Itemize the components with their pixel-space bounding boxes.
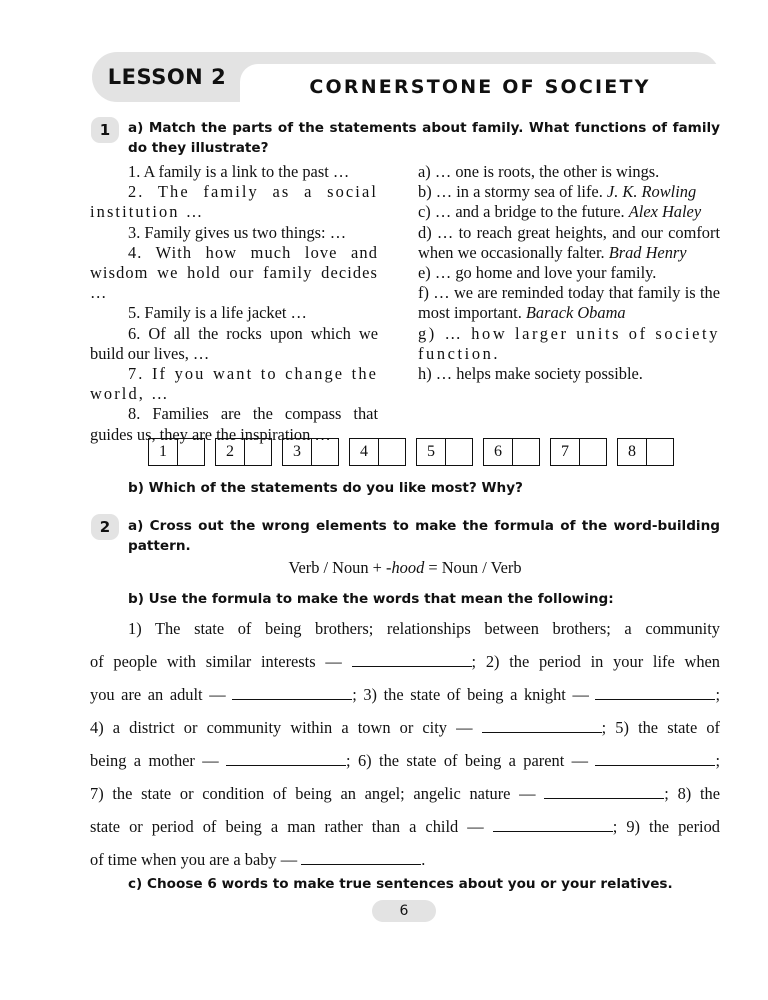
answer-cell[interactable]	[647, 439, 673, 465]
statements-left-column	[90, 162, 378, 445]
statement-5: 5. Family is a life jacket …	[128, 303, 307, 323]
ending-b: b) … in a stormy sea of life. J. K. Rowling	[418, 182, 697, 202]
ending-c: c) … and a bridge to the future. Alex Haley	[418, 202, 702, 222]
statement-8: 8. Families are the compass that guides us, they are the inspiration …	[90, 404, 378, 444]
answer-box-number: 8	[618, 439, 647, 465]
blank-4[interactable]	[482, 718, 602, 733]
ending-e: e) … go home and love your family.	[418, 263, 657, 283]
answer-cell[interactable]	[513, 439, 539, 465]
definition-line: state or period of being a man rather than a child — ; 9) the period	[90, 817, 720, 836]
exercise-2-number: 2	[99, 518, 111, 536]
ending-f: f) … we are reminded today that family is the most important. Barack Obama	[418, 283, 720, 323]
page-number: 6	[372, 900, 436, 922]
ending-d: d) … to reach great heights, and our comfort when we occasionally falter. Brad Henry	[418, 222, 720, 262]
ending-a: a) … one is roots, the other is wings.	[418, 162, 660, 181]
statement-4: 4. With how much love and wisdom we hold our family decides …	[90, 242, 378, 303]
answer-box	[349, 438, 406, 466]
blank-5[interactable]	[226, 751, 346, 766]
definition-line: of time when you are a baby — .	[90, 850, 426, 869]
exercise-2-badge	[91, 514, 119, 540]
definition-line: 7) the state or condition of being an angel; angelic nature — ; 8) the	[90, 784, 720, 803]
answer-box	[282, 438, 339, 466]
suffix: hood	[391, 558, 425, 577]
author: Alex Haley	[628, 202, 702, 222]
blank-7[interactable]	[544, 784, 664, 799]
blank-8[interactable]	[493, 817, 613, 832]
statement-2: 2. The family as a social institution …	[90, 182, 378, 222]
answer-box-number: 5	[417, 439, 446, 465]
author: Barack Obama	[525, 303, 626, 323]
blank-9[interactable]	[301, 850, 421, 865]
answer-cell[interactable]	[312, 439, 338, 465]
answer-box	[416, 438, 473, 466]
definition-line: you are an adult — ; 3) the state of being a knight — ;	[90, 685, 720, 704]
answer-cell[interactable]	[245, 439, 271, 465]
answer-box	[148, 438, 205, 466]
title-box	[240, 64, 720, 110]
statement-1: 1. A family is a link to the past …	[128, 162, 350, 181]
answer-box-number: 6	[484, 439, 513, 465]
ending-g: g) … how larger units of society function.	[418, 323, 720, 363]
exercise-2a-instruction: a) Cross out the wrong elements to make the formula of the word-building pattern.	[128, 518, 720, 554]
answer-box-number: 1	[149, 439, 178, 465]
blank-1[interactable]	[352, 652, 472, 667]
answer-cell[interactable]	[379, 439, 405, 465]
lesson-label: LESSON 2	[107, 65, 227, 89]
page-title: CORNERSTONE OF SOCIETY	[309, 76, 651, 98]
statement-7: 7. If you want to change the world, …	[90, 364, 378, 404]
answer-box	[483, 438, 540, 466]
definition-line: 1) The state of being brothers; relationships between brothers; a community	[128, 619, 720, 638]
definition-line: of people with similar interests — ; 2) the period in your life when	[90, 652, 720, 671]
author: Brad Henry	[608, 242, 687, 262]
statement-6: 6. Of all the rocks upon which we build our lives, …	[90, 323, 378, 363]
blank-6[interactable]	[595, 751, 715, 766]
answer-box	[617, 438, 674, 466]
definition-line: 4) a district or community within a town or city — ; 5) the state of	[90, 718, 721, 737]
answer-cell[interactable]	[580, 439, 606, 465]
exercise-1a-instruction: a) Match the parts of the statements about family. What functions of family do they illustrate?	[128, 120, 720, 156]
answer-box-number: 3	[283, 439, 312, 465]
answer-box	[550, 438, 607, 466]
answer-box-number: 2	[216, 439, 245, 465]
word-formula: Verb / Noun + -hood = Noun / Verb	[288, 558, 522, 577]
exercise-1-number: 1	[99, 121, 111, 139]
answer-box-number: 7	[551, 439, 580, 465]
answer-cell[interactable]	[178, 439, 204, 465]
answer-boxes	[148, 438, 674, 464]
blank-2[interactable]	[232, 685, 352, 700]
blank-3[interactable]	[595, 685, 715, 700]
definitions-paragraph	[90, 612, 720, 876]
exercise-2c-instruction: c) Choose 6 words to make true sentences about you or your relatives.	[128, 876, 673, 892]
statements-right-column	[418, 162, 720, 384]
answer-cell[interactable]	[446, 439, 472, 465]
ending-h: h) … helps make society possible.	[418, 364, 643, 384]
lesson-label-box	[92, 52, 242, 102]
exercise-2b-instruction: b) Use the formula to make the words that mean the following:	[128, 591, 614, 607]
exercise-1b-instruction: b) Which of the statements do you like most? Why?	[128, 480, 523, 496]
definition-line: being a mother — ; 6) the state of being a parent — ;	[90, 751, 720, 770]
author: J. K. Rowling	[606, 182, 697, 202]
answer-box	[215, 438, 272, 466]
answer-box-number: 4	[350, 439, 379, 465]
exercise-1-badge	[91, 117, 119, 143]
statement-3: 3. Family gives us two things: …	[128, 222, 347, 242]
